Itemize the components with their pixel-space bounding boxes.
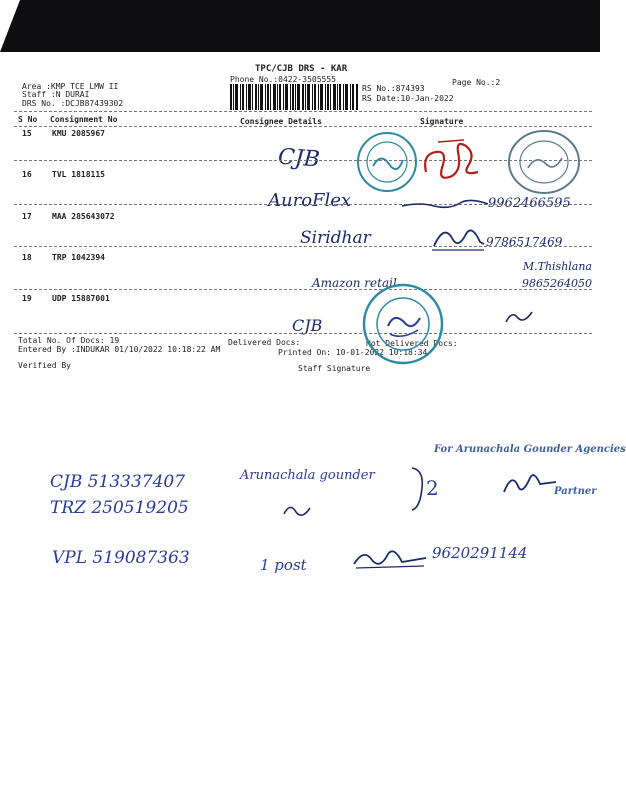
drs-number: DRS No. :DCJB87439302 [22,99,124,108]
agency-stamp [506,128,582,196]
handwritten-line1-note: Arunachala gounder [240,468,375,483]
handwritten-line3: VPL 519087363 [52,548,190,568]
small-signature [504,304,534,326]
signature-stroke [400,196,490,212]
row-consignment: TVL 1818115 [52,170,105,179]
not-delivered-docs: Not Delivered Docs: [366,339,458,348]
handwritten-line1: CJB 513337407 [50,472,186,492]
phone-number: Phone No.:0422-3505555 [230,75,336,84]
row-signature-note: 9786517469 [486,235,563,249]
barcode [230,84,358,110]
handwritten-line2: TRZ 250519205 [50,498,189,518]
red-signature [418,132,488,188]
footer-rule [14,333,592,334]
handwritten-signature [350,544,430,572]
handwritten-line3-note: 1 post [260,556,307,574]
column-signature: Signature [420,117,464,126]
column-consignment: Consignment No [50,115,118,124]
row-signature-note: M.Thishlana 9865264050 [522,260,592,290]
round-seal [360,282,446,366]
row-signature-note: 9962466595 [488,196,571,211]
row-consignee: CJB [292,316,323,335]
row-consignee: Amazon retail [312,276,397,290]
row-sno: 17 [22,212,32,221]
staff-field: Staff :N DURAI [22,90,90,99]
top-dark-band [0,0,600,52]
row-consignment: KMU 2085967 [52,129,105,138]
row-consignee: AuroFlex [268,190,352,211]
row-consignment: TRP 1042394 [52,253,105,262]
partner-signature [500,468,560,500]
area-field: Area :KMP TCE LMW II [22,82,119,91]
blue-signature [430,220,486,254]
row-consignment: UDP 15887001 [52,294,110,303]
verified-stamp [355,130,419,194]
verified-by: Verified By [18,361,71,370]
row-rule [14,204,592,205]
top-band-corner [0,0,20,52]
header-rule-bottom [14,126,592,127]
row-rule [14,246,592,247]
delivered-docs: Delivered Docs: [228,338,301,347]
handwritten-count: 2 [426,476,439,500]
column-sno: S No [18,115,38,124]
row-sno: 15 [22,129,32,138]
staff-signature: Staff Signature [298,364,371,373]
drs-title: TPC/CJB DRS - KAR [255,64,348,74]
row-consignee: Siridhar [300,228,371,248]
row-sno: 16 [22,170,32,179]
agency-name: For Arunachala Gounder Agencies [434,444,626,455]
entered-by: Entered By :INDUKAR 01/10/2022 10:18:22 AM [18,345,221,354]
row-rule [14,289,592,290]
row-consignment: MAA 285643072 [52,212,115,221]
agency-role: Partner [554,486,597,497]
row-consignee: CJB [277,144,321,173]
handwritten-phone: 9620291144 [432,544,528,562]
header-rule-top [14,111,592,112]
rs-number: RS No.:874393 [362,84,425,93]
rs-date: RS Date:10-Jan-2022 [362,94,454,103]
total-docs: Total No. Of Docs: 19 [18,336,120,345]
small-scribble [280,498,320,522]
row-sno: 18 [22,253,32,262]
printed-on: Printed On: 10-01-2022 10:18:34 [278,348,428,357]
brace-mark [408,464,428,514]
page-number: Page No.:2 [452,78,501,87]
column-consignee: Consignee Details [240,117,322,126]
row-sno: 19 [22,294,32,303]
